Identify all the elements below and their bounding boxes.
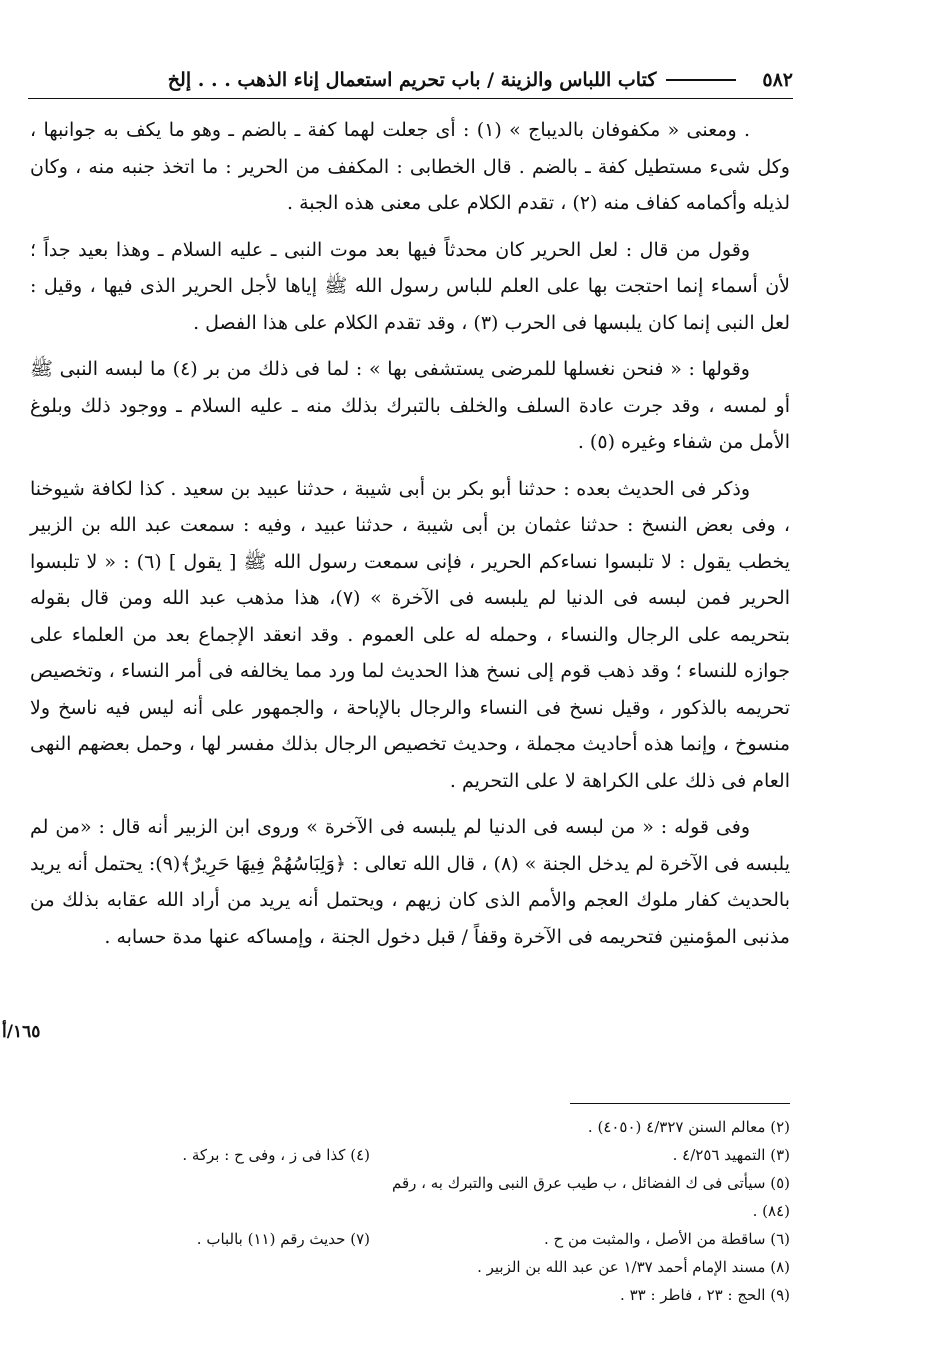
footnote-4: (٤) كذا فى ز ، وفى ح : بركة . xyxy=(182,1146,370,1164)
footnote-row xyxy=(60,1113,790,1141)
footnote-row xyxy=(60,1141,790,1169)
footnote-7: (٧) حديث رقم (١١) بالباب . xyxy=(196,1230,370,1248)
page-number: ٥٨٢ xyxy=(762,69,793,91)
paragraph-1: . ومعنى « مكفوفان بالديباج » (١) : أى جعلت لهما كفة ـ بالضم ـ وهو ما يكف به جوانبها ، وكل شىء مستطيل كفة ـ بالضم . قال الخطابى : المكفف من الحرير : ما اتخذ جنبه منه ، وكان لذيله وأكمامه كفاف منه (٢) ، تقدم الكلام على معنى هذه الجبة . xyxy=(30,119,790,214)
paragraph-5: وفى قوله : « من لبسه فى الدنيا لم يلبسه فى الآخرة » وروى ابن الزبير أنه قال : «من لم يلبسه فى الآخرة لم يدخل الجنة » (٨) ، قال الله تعالى : ﴿وَلِبَاسُهُمْ فِيهَا حَرِيرٌ﴾(٩): يحتمل أنه يريد بالحديث كفار ملوك العجم والأمم الذى كان زيهم ، ويحتمل أنه يريد من أراد الله عقابه بذلك من مذنبى المؤمنين فتحريمه فى الآخرة وقفاً / قبل دخول الجنة ، وإمساكه عنها مدة حسابه . xyxy=(30,816,791,948)
footnote-row xyxy=(60,1169,790,1225)
main-text xyxy=(30,112,790,965)
footnote-row xyxy=(60,1225,790,1253)
footnote-9: (٩) الحج : ٢٣ ، فاطر : ٣٣ . xyxy=(620,1286,790,1304)
footnote-separator xyxy=(570,1103,790,1104)
footnote-3: (٣) التمهيد ٤/٢٥٦ . xyxy=(672,1146,790,1164)
paragraph-2: وقول من قال : لعل الحرير كان محدثاً فيها بعد موت النبى ـ عليه السلام ـ وهذا بعيد جداً ؛ لأن أسماء إنما احتجت بها على العلم للباس رسول الله ﷺ إياها لأجل الحرير الذى فيها ، وقيل : لعل النبى إنما كان يلبسها فى الحرب (٣) ، وقد تقدم الكلام على هذا الفصل . xyxy=(30,238,790,334)
header-title: كتاب اللباس والزينة / باب تحريم استعمال إناء الذهب . . . إلخ xyxy=(167,69,657,91)
running-header xyxy=(28,62,793,99)
footnote-2: (٢) معالم السنن ٤/٣٢٧ (٤٠٥٠) . xyxy=(587,1118,790,1136)
footnotes xyxy=(60,1113,790,1309)
paragraph-4: وذكر فى الحديث بعده : حدثنا أبو بكر بن أبى شيبة ، حدثنا عبيد بن سعيد . كذا لكافة شيوخنا ، وفى بعض النسخ : حدثنا عثمان بن أبى شيبة ، حدثنا عبيد ، وفيه : سمعت عبد الله بن الزبير يخطب يقول : لا تلبسوا نساءكم الحرير ، فإنى سمعت رسول الله ﷺ [ يقول ] (٦) : « لا تلبسوا الحرير فمن لبسه فى الدنيا لم يلبسه فى الآخرة » (٧)، هذا مذهب عبد الله ومن قال بقوله بتحريمه على الرجال والنساء ، وحمله له على العموم . وقد انعقد الإجماع بعد من العلماء على جوازه للنساء ؛ وقد ذهب قوم إلى نسخ هذا الحديث لما ورد مما يخالفه فى أمر النساء ، وتخصيص تحريمه بالذكور ، وقيل نسخ فى النساء والرجال بالإباحة ، والجمهور على أنه ليس فيه ناسخ ولا منسوخ ، وإنما هذه أحاديث مجملة ، وحديث تخصيص الرجال بذلك مفسر لها ، وحمل بعضهم النهى العام فى ذلك على الكراهة لا على التحريم . xyxy=(30,477,791,792)
header-dash xyxy=(666,79,736,81)
paragraph-3: وقولها : « فنحن نغسلها للمرضى يستشفى بها » : لما فى ذلك من بر (٤) ما لبسه النبى ﷺ أو لمسه ، وقد جرت عادة السلف والخلف بالتبرك بذلك منه ـ عليه السلام ـ ووجود ذلك وبلوغ الأمل من شفاء وغيره (٥) . xyxy=(30,358,790,453)
footnote-row xyxy=(60,1281,790,1309)
footnote-5: (٥) سيأتى فى ك الفضائل ، ب طيب عرق النبى والتبرك به ، رقم (٨٤) . xyxy=(391,1174,790,1220)
manuscript-folio-note: ١٦٥/أ xyxy=(2,1022,41,1042)
footnote-8: (٨) مسند الإمام أحمد ١/٣٧ عن عبد الله بن الزبير . xyxy=(477,1258,790,1276)
footnote-6: (٦) ساقطة من الأصل ، والمثبت من ح . xyxy=(543,1230,790,1248)
footnote-row xyxy=(60,1253,790,1281)
